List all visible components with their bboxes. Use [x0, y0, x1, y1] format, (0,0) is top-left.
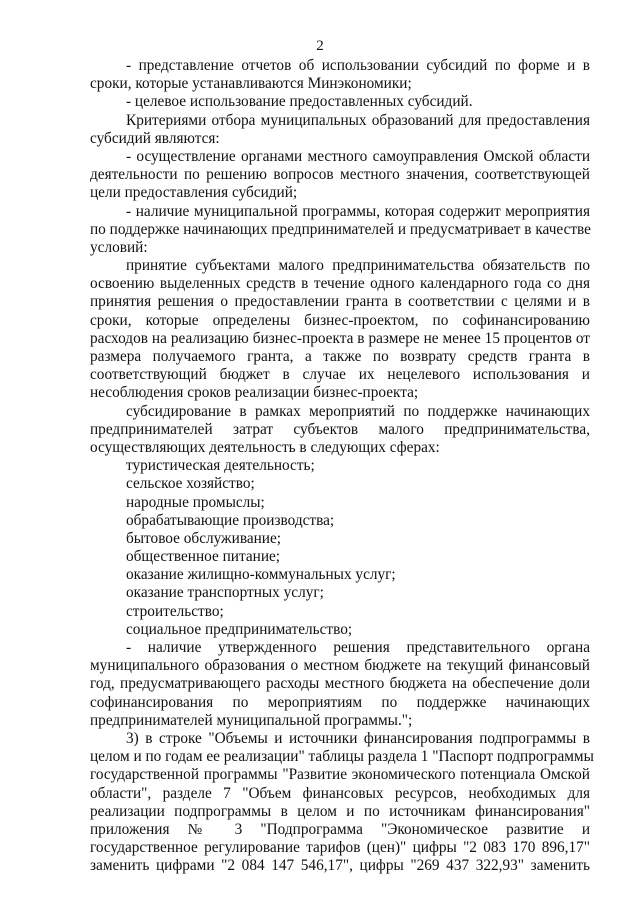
text-line: - целевое использование предоставленных субсидий. — [126, 93, 473, 111]
text-line: целом и по годам ее реализации" таблицы раздела 1 "Паспорт подпрограммы — [90, 748, 594, 766]
sphere-item: оказание жилищно-коммунальных услуг; — [126, 566, 396, 584]
text-line: расходов на реализацию бизнес-проекта в размере не менее 15 процентов от — [90, 329, 590, 347]
text-line: Критериями отбора муниципальных образований для предоставления — [126, 111, 590, 129]
text-line: цели предоставления субсидий; — [90, 184, 298, 202]
text-line: размера получаемого гранта, а также по возврату средств гранта в — [90, 348, 590, 365]
text-line: несоблюдения сроков реализации бизнес-проекта; — [90, 384, 419, 402]
text-line: софинансирования по мероприятиям по поддержке начинающих — [90, 693, 590, 711]
text-line: реализации подпрограммы в целом и по источникам финансирования" — [90, 802, 590, 820]
text-block-after — [90, 639, 594, 875]
text-line: - наличие муниципальной программы, которая содержит мероприятия — [126, 202, 590, 220]
document-body — [90, 57, 594, 875]
text-line: по поддержке начинающих предпринимателей и предусматривает в качестве — [90, 220, 591, 238]
text-line: сроки, которые устанавливаются Минэкономики; — [90, 75, 412, 93]
sphere-item: сельское хозяйство; — [126, 475, 255, 493]
text-line: деятельности по решению вопросов местного значения, соответствующей — [90, 166, 590, 184]
sphere-item: оказание транспортных услуг; — [126, 584, 324, 602]
sphere-item: бытовое обслуживание; — [126, 529, 282, 547]
sphere-item: общественное питание; — [126, 548, 281, 566]
text-line: государственное регулирование тарифов (цен)" цифры "2 083 170 896,17" — [90, 839, 590, 857]
text-line: принятия решения о предоставлении гранта в соответствии с целями и в — [90, 293, 590, 311]
text-line: принятие субъектами малого предпринимательства обязательств по — [126, 257, 590, 275]
sphere-item: народные промыслы; — [126, 493, 265, 511]
text-line: условий: — [90, 238, 148, 256]
text-block-main — [90, 57, 590, 457]
text-line: год, предусматривающего расходы местного бюджета на обеспечение доли — [90, 675, 590, 693]
text-line: - представление отчетов об использовании субсидий по форме и в — [126, 57, 590, 74]
sphere-item: обрабатывающие производства; — [126, 511, 335, 529]
text-line: приложения № 3 "Подпрограмма "Экономическое развитие и — [90, 820, 590, 838]
text-line: государственной программы "Развитие экономического потенциала Омской — [90, 766, 590, 784]
text-line: предпринимателей затрат субъектов малого предпринимательства, — [90, 420, 590, 438]
text-line: соответствующий бюджет в случае их нецелевого использования и — [90, 366, 590, 384]
text-line: освоению выделенных средств в течение одного календарного года со дня — [90, 275, 590, 293]
text-line: заменить цифрами "2 084 147 546,17", цифры "269 437 322,93" заменить — [90, 857, 590, 875]
text-line: субсидирование в рамках мероприятий по поддержке начинающих — [126, 402, 590, 420]
text-line: субсидий являются: — [90, 129, 220, 147]
text-line: - осуществление органами местного самоуправления Омской области — [126, 147, 590, 165]
page-number: 2 — [316, 38, 324, 54]
text-line: сроки, которые определены бизнес-проектом, по софинансированию — [90, 311, 590, 329]
text-line: муниципального образования о местном бюджете на текущий финансовый — [90, 657, 590, 675]
text-line: области", разделе 7 "Объем финансовых ресурсов, необходимых для — [90, 784, 590, 802]
text-line: - наличие утвержденного решения представительного органа — [126, 639, 590, 656]
sphere-item: строительство; — [126, 602, 224, 620]
text-line: осуществляющих деятельность в следующих сферах: — [90, 438, 440, 456]
sphere-item: туристическая деятельность; — [126, 457, 315, 475]
sphere-item: социальное предпринимательство; — [126, 620, 353, 638]
text-line: 3) в строке "Объемы и источники финансирования подпрограммы в — [126, 729, 590, 747]
text-line: предпринимателей муниципальной программы."; — [90, 711, 413, 729]
spheres-list — [90, 457, 590, 639]
